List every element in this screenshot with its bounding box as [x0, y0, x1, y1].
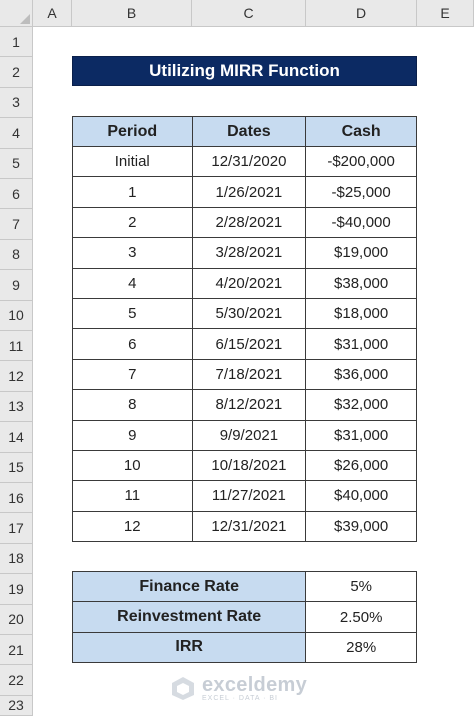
date-cell[interactable]: 3/28/2021	[192, 238, 306, 268]
cash-cell[interactable]: $40,000	[306, 481, 417, 511]
header-period[interactable]: Period	[73, 117, 193, 147]
row-header-2[interactable]: 2	[0, 57, 33, 87]
row-header-20[interactable]: 20	[0, 605, 33, 635]
period-cell[interactable]: 12	[73, 511, 193, 541]
cash-cell[interactable]: $26,000	[306, 450, 417, 480]
row-header-3[interactable]: 3	[0, 88, 33, 118]
period-cell[interactable]: 6	[73, 329, 193, 359]
period-cell[interactable]: 1	[73, 177, 193, 207]
date-cell[interactable]: 2/28/2021	[192, 207, 306, 237]
table-row	[73, 329, 417, 359]
table-row	[73, 268, 417, 298]
cash-flow-table	[72, 116, 417, 542]
rate-label[interactable]: IRR	[73, 632, 306, 662]
table-row	[73, 298, 417, 328]
row-header-4[interactable]: 4	[0, 118, 33, 148]
period-cell[interactable]: 5	[73, 298, 193, 328]
rate-value[interactable]: 2.50%	[306, 602, 417, 632]
date-cell[interactable]: 12/31/2021	[192, 511, 306, 541]
header-dates[interactable]: Dates	[192, 117, 306, 147]
cash-cell[interactable]: $36,000	[306, 359, 417, 389]
row-header-7[interactable]: 7	[0, 209, 33, 239]
row-header-14[interactable]: 14	[0, 422, 33, 452]
table-row	[73, 359, 417, 389]
watermark-tagline: EXCEL · DATA · BI	[202, 694, 278, 702]
row-header-8[interactable]: 8	[0, 240, 33, 270]
period-cell[interactable]: 9	[73, 420, 193, 450]
sheet-title[interactable]: Utilizing MIRR Function	[72, 56, 417, 86]
row-header-22[interactable]: 22	[0, 665, 33, 695]
exceldemy-watermark	[170, 672, 310, 704]
period-cell[interactable]: 3	[73, 238, 193, 268]
date-cell[interactable]: 5/30/2021	[192, 298, 306, 328]
exceldemy-logo-icon	[170, 675, 196, 701]
table-row	[73, 238, 417, 268]
cash-cell[interactable]: $31,000	[306, 420, 417, 450]
date-cell[interactable]: 7/18/2021	[192, 359, 306, 389]
date-cell[interactable]: 9/9/2021	[192, 420, 306, 450]
table-row	[73, 147, 417, 177]
column-header-d[interactable]: D	[306, 0, 417, 27]
period-cell[interactable]: 4	[73, 268, 193, 298]
cash-cell[interactable]: $31,000	[306, 329, 417, 359]
row-header-17[interactable]: 17	[0, 513, 33, 543]
table-row	[73, 511, 417, 541]
select-all-corner[interactable]	[0, 0, 33, 27]
rate-label[interactable]: Reinvestment Rate	[73, 602, 306, 632]
column-header-a[interactable]: A	[33, 0, 72, 27]
date-cell[interactable]: 4/20/2021	[192, 268, 306, 298]
cash-cell[interactable]: -$40,000	[306, 207, 417, 237]
cash-cell[interactable]: $39,000	[306, 511, 417, 541]
cash-cell[interactable]: -$200,000	[306, 147, 417, 177]
rate-label[interactable]: Finance Rate	[73, 572, 306, 602]
period-cell[interactable]: 8	[73, 390, 193, 420]
date-cell[interactable]: 12/31/2020	[192, 147, 306, 177]
cash-cell[interactable]: -$25,000	[306, 177, 417, 207]
row-header-6[interactable]: 6	[0, 179, 33, 209]
table-row	[73, 450, 417, 480]
period-cell[interactable]: 10	[73, 450, 193, 480]
row-header-1[interactable]: 1	[0, 27, 33, 57]
rate-row	[73, 602, 417, 632]
row-header-23[interactable]: 23	[0, 696, 33, 716]
cash-cell[interactable]: $38,000	[306, 268, 417, 298]
table-row	[73, 420, 417, 450]
column-header-e[interactable]: E	[417, 0, 474, 27]
column-header-b[interactable]: B	[72, 0, 192, 27]
row-header-21[interactable]: 21	[0, 635, 33, 665]
date-cell[interactable]: 8/12/2021	[192, 390, 306, 420]
row-header-18[interactable]: 18	[0, 544, 33, 574]
rate-row	[73, 572, 417, 602]
header-cash[interactable]: Cash	[306, 117, 417, 147]
date-cell[interactable]: 10/18/2021	[192, 450, 306, 480]
rate-row	[73, 632, 417, 662]
period-cell[interactable]: Initial	[73, 147, 193, 177]
period-cell[interactable]: 2	[73, 207, 193, 237]
column-header-c[interactable]: C	[192, 0, 306, 27]
cash-cell[interactable]: $19,000	[306, 238, 417, 268]
row-header-5[interactable]: 5	[0, 149, 33, 179]
rate-value[interactable]: 28%	[306, 632, 417, 662]
rate-value[interactable]: 5%	[306, 572, 417, 602]
row-header-10[interactable]: 10	[0, 301, 33, 331]
rates-table	[72, 571, 417, 663]
date-cell[interactable]: 1/26/2021	[192, 177, 306, 207]
watermark-name: exceldemy	[202, 673, 307, 696]
table-row	[73, 177, 417, 207]
period-cell[interactable]: 7	[73, 359, 193, 389]
date-cell[interactable]: 11/27/2021	[192, 481, 306, 511]
row-header-13[interactable]: 13	[0, 392, 33, 422]
table-row	[73, 207, 417, 237]
table-row	[73, 390, 417, 420]
row-header-16[interactable]: 16	[0, 483, 33, 513]
row-header-12[interactable]: 12	[0, 361, 33, 391]
cash-cell[interactable]: $32,000	[306, 390, 417, 420]
row-header-11[interactable]: 11	[0, 331, 33, 361]
date-cell[interactable]: 6/15/2021	[192, 329, 306, 359]
row-header-19[interactable]: 19	[0, 574, 33, 604]
row-header-15[interactable]: 15	[0, 453, 33, 483]
cash-cell[interactable]: $18,000	[306, 298, 417, 328]
row-header-9[interactable]: 9	[0, 270, 33, 300]
period-cell[interactable]: 11	[73, 481, 193, 511]
table-row	[73, 481, 417, 511]
